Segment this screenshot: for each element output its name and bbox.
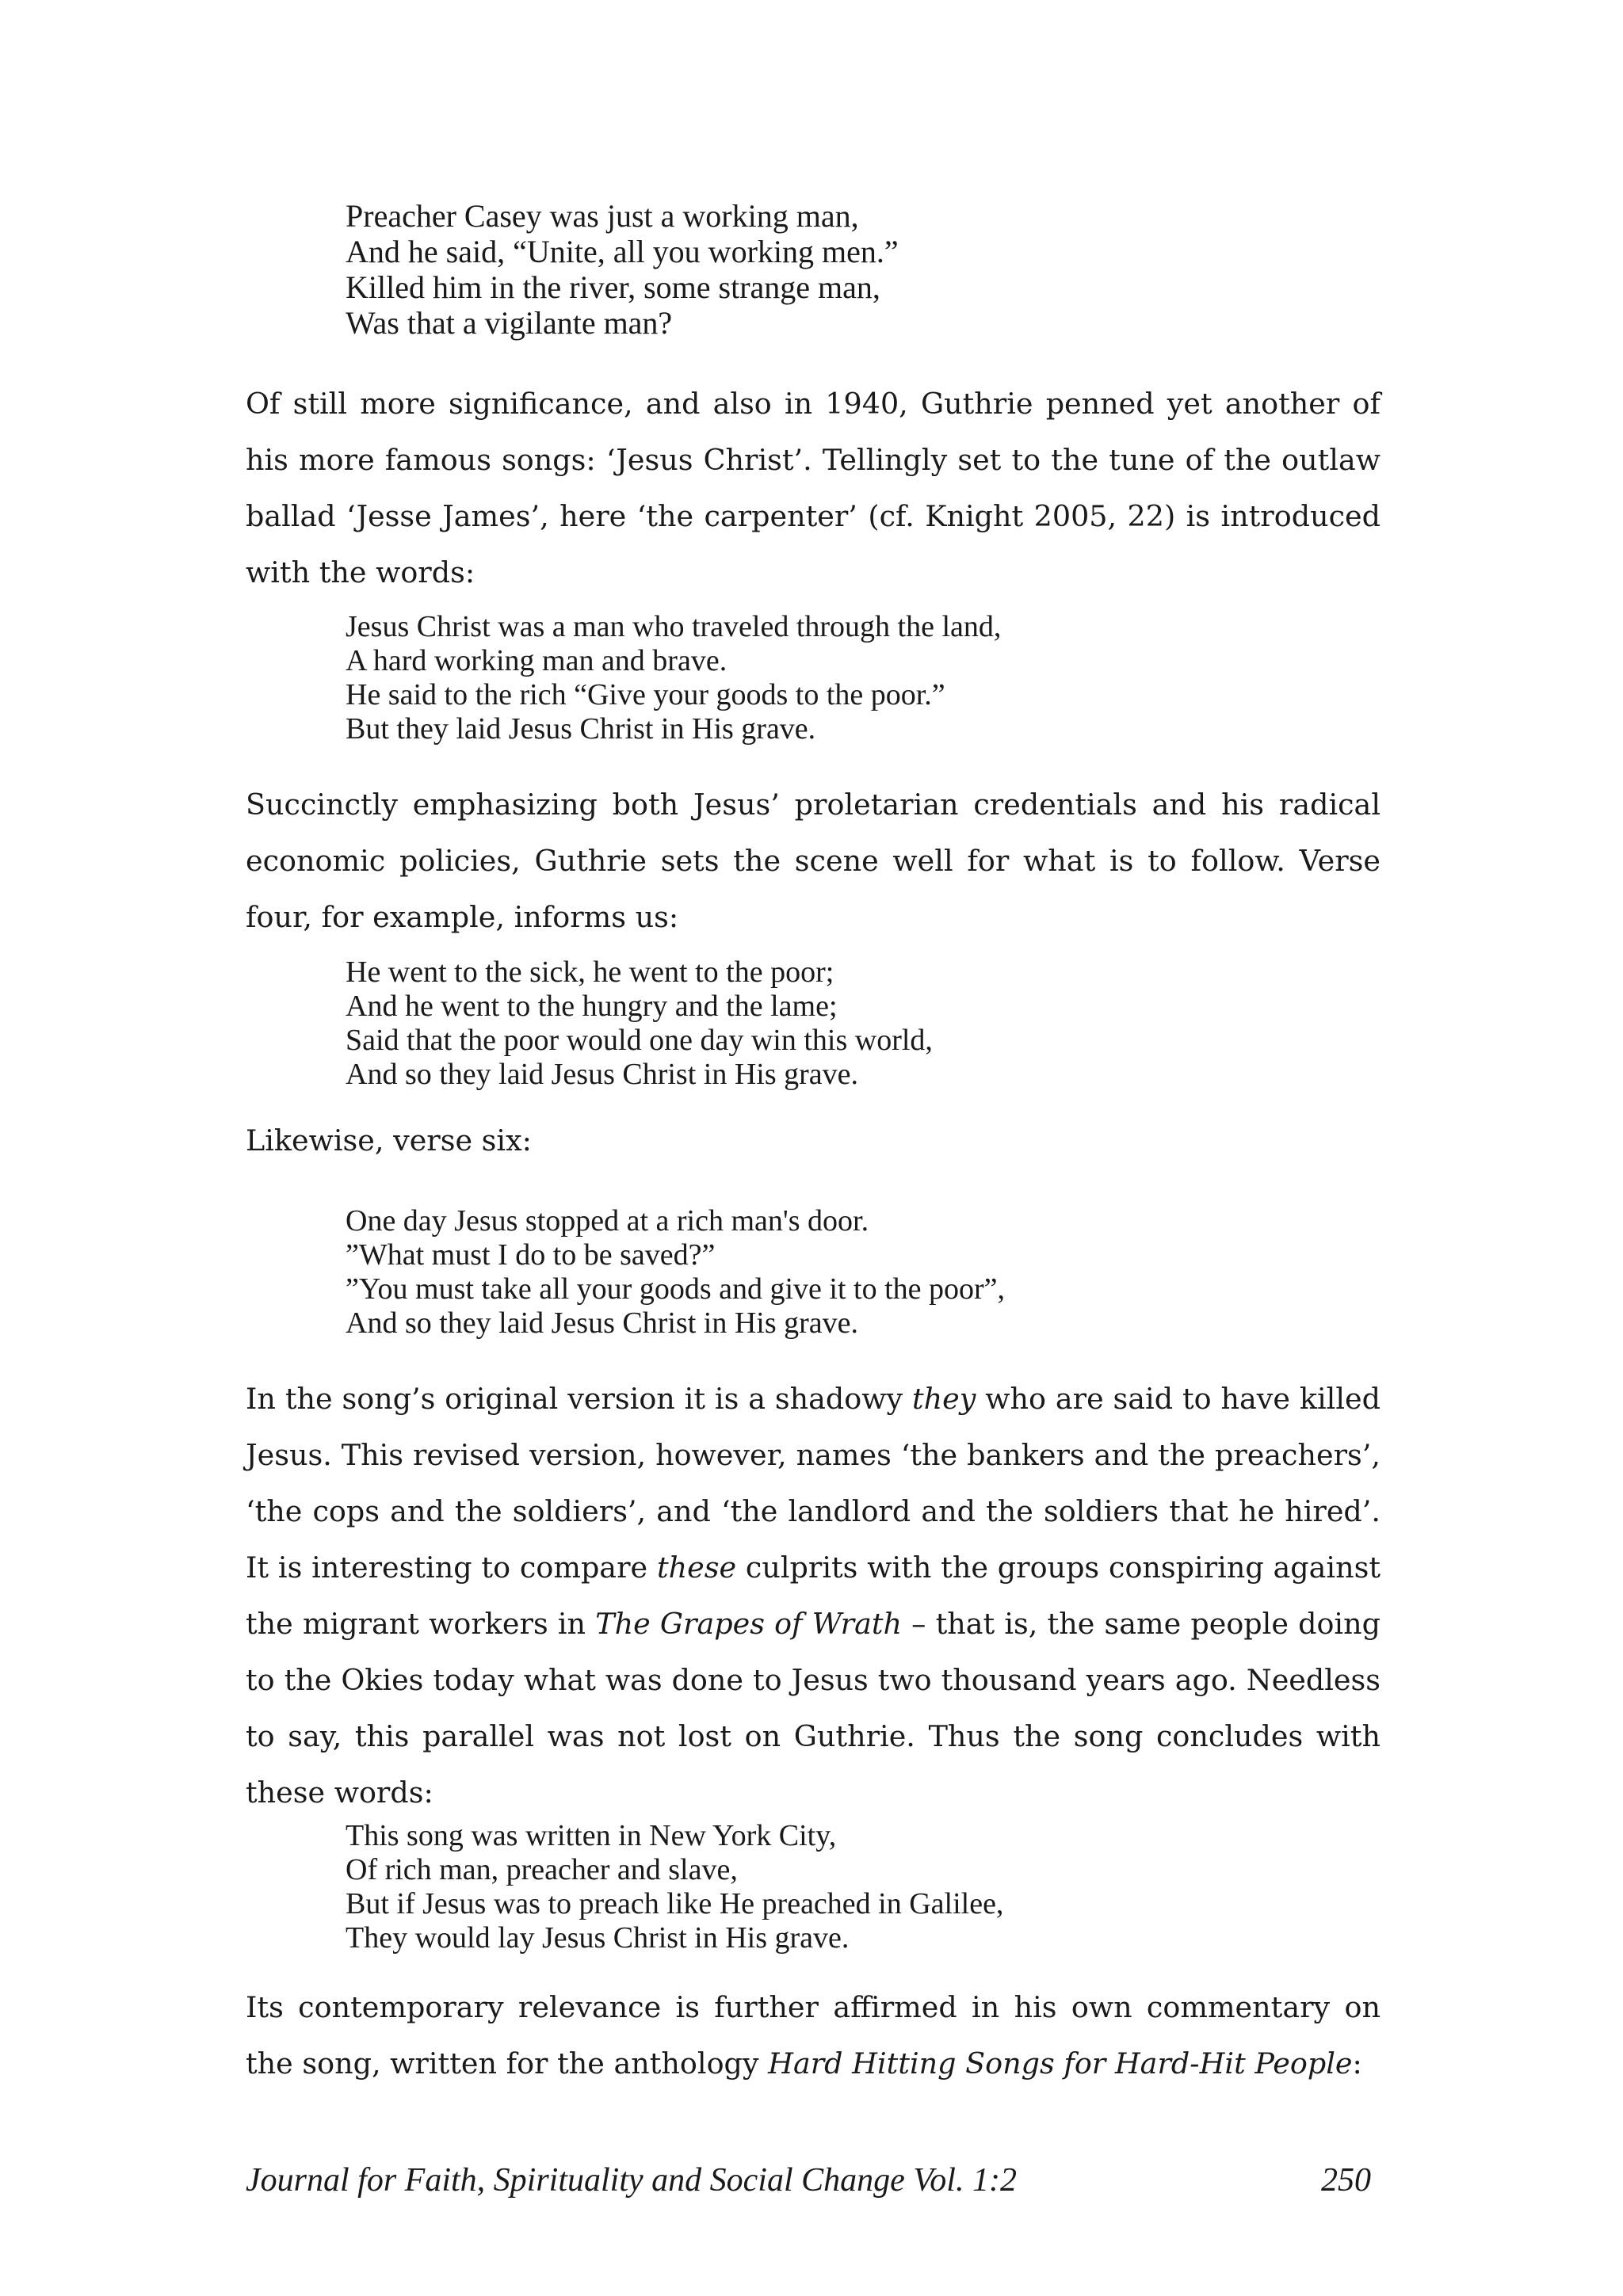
verse-block-jesus-intro bbox=[346, 610, 1376, 746]
verse-line: One day Jesus stopped at a rich man's door. bbox=[346, 1204, 869, 1238]
verse-line: ”What must I do to be saved?” bbox=[346, 1238, 716, 1272]
verse-block-verse-four bbox=[346, 955, 1376, 1092]
verse-line: Was that a vigilante man? bbox=[346, 305, 673, 341]
paragraph-text: In the song’s original version it is a shadowy they who are said to have killed Jesus. This revised version, however, names ‘the bankers and the preachers’, ‘the cops and the soldiers’, and ‘the landlord and the soldiers that he hired’. It is interesting to compare these culprits with the groups conspiring against the migrant workers in The Grapes of Wrath – that is, the same people doing to the Okies today what was done to Jesus two thousand years ago. Needless to say, this parallel was not lost on Guthrie. Thus the song concludes with these words: bbox=[246, 1382, 1381, 1810]
verse-block-verse-six bbox=[346, 1204, 1376, 1341]
verse-line: And he went to the hungry and the lame; bbox=[346, 990, 838, 1023]
verse-line: A hard working man and brave. bbox=[346, 644, 727, 677]
verse-line: And so they laid Jesus Christ in His grave. bbox=[346, 1306, 859, 1340]
verse-line: Preacher Casey was just a working man, bbox=[346, 198, 859, 234]
verse-line: And so they laid Jesus Christ in His grave. bbox=[346, 1058, 859, 1091]
verse-line: Killed him in the river, some strange man, bbox=[346, 269, 880, 305]
paragraph-text: Its contemporary relevance is further affirmed in his own commentary on the song, written for the anthology Hard Hitting Songs for Hard-Hit People: bbox=[246, 1990, 1381, 2081]
verse-line: They would lay Jesus Christ in His grave. bbox=[346, 1921, 850, 1955]
paragraph-text: Succinctly emphasizing both Jesus’ proletarian credentials and his radical economic policies, Guthrie sets the scene well for what is to follow. Verse four, for example, informs us: bbox=[246, 788, 1381, 934]
journal-title: Journal for Faith, Spirituality and Social Change Vol. 1:2 bbox=[246, 2162, 1017, 2199]
paragraph-succinctly bbox=[246, 776, 1381, 945]
page-number: 250 bbox=[1321, 2162, 1371, 2199]
emphasis-these: these bbox=[656, 1550, 737, 1585]
verse-line: And he said, “Unite, all you working men.” bbox=[346, 234, 899, 269]
emphasis-they: they bbox=[911, 1382, 976, 1416]
verse-line: Of rich man, preacher and slave, bbox=[346, 1853, 738, 1886]
paragraph-likewise bbox=[246, 1112, 1381, 1169]
paragraph-text: Of still more significance, and also in 1940, Guthrie penned yet another of his more famous songs: ‘Jesus Christ’. Tellingly set to the tune of the outlaw ballad ‘Jesse James’, here ‘the carpenter’ (cf. Knight 2005, 22) is introduced with the words: bbox=[246, 387, 1381, 589]
verse-line: Said that the poor would one day win this world, bbox=[346, 1024, 933, 1057]
paragraph-significance bbox=[246, 376, 1381, 601]
verse-line: ”You must take all your goods and give it to the poor”, bbox=[346, 1272, 1006, 1306]
verse-line: But they laid Jesus Christ in His grave. bbox=[346, 712, 816, 746]
paragraph-original-version bbox=[246, 1371, 1381, 1821]
page-footer bbox=[246, 2161, 1381, 2209]
verse-line: This song was written in New York City, bbox=[346, 1819, 837, 1852]
verse-line: He went to the sick, he went to the poor; bbox=[346, 955, 834, 989]
verse-line: He said to the rich “Give your goods to the poor.” bbox=[346, 678, 945, 711]
verse-line: But if Jesus was to preach like He preached in Galilee, bbox=[346, 1887, 1004, 1920]
book-title: The Grapes of Wrath bbox=[595, 1607, 902, 1641]
paragraph-contemporary bbox=[246, 1979, 1381, 2092]
verse-line: Jesus Christ was a man who traveled through the land, bbox=[346, 610, 1002, 643]
paragraph-text: Likewise, verse six: bbox=[246, 1123, 532, 1158]
verse-block-conclusion bbox=[346, 1819, 1376, 1955]
verse-block-casey bbox=[346, 198, 1376, 341]
anthology-title: Hard Hitting Songs for Hard-Hit People bbox=[768, 2046, 1353, 2081]
